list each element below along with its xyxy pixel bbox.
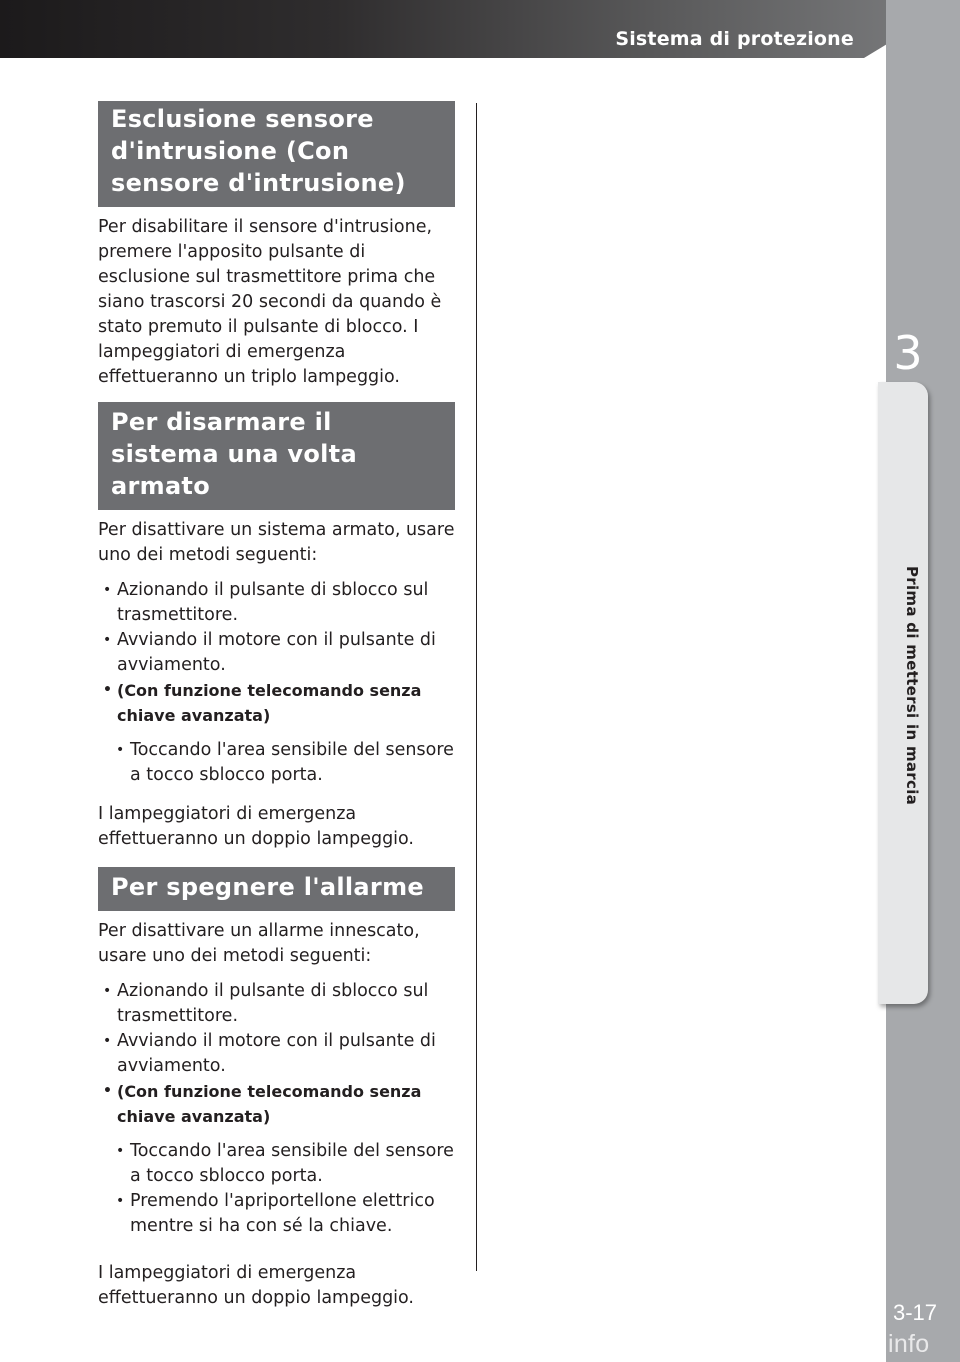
list-item: • Premendo l'apriportellone elettrico mentre si ha con sé la chiave. bbox=[98, 1189, 455, 1239]
list-item: • (Con funzione telecomando senza chiave avanzata) bbox=[98, 1079, 455, 1129]
stop-alarm-methods-list bbox=[98, 979, 455, 1129]
main-column bbox=[98, 101, 455, 1311]
section-disarm-outro: I lampeggiatori di emergenza effettueranno un doppio lampeggio. bbox=[98, 804, 414, 849]
section-heading-sensor-exclusion: Esclusione sensore d'intrusione (Con sensore d'intrusione) bbox=[98, 101, 455, 207]
section-heading-disarm: Per disarmare il sistema una volta armato bbox=[98, 402, 455, 510]
stop-alarm-sub-list bbox=[98, 1139, 455, 1239]
page-number: 3-17 bbox=[893, 1300, 938, 1325]
list-item: • Azionando il pulsante di sblocco sul trasmettitore. bbox=[98, 979, 455, 1029]
list-item: • (Con funzione telecomando senza chiave avanzata) bbox=[98, 678, 455, 728]
chapter-number: 3 bbox=[893, 326, 923, 380]
disarm-sub-list bbox=[98, 738, 455, 788]
section-disarm-intro: Per disattivare un sistema armato, usare uno dei metodi seguenti: bbox=[98, 520, 455, 565]
section-heading-stop-alarm: Per spegnere l'allarme bbox=[98, 867, 455, 911]
list-item: • Avviando il motore con il pulsante di avviamento. bbox=[98, 1029, 455, 1079]
chapter-title: Prima di mettersi in marcia bbox=[903, 566, 921, 806]
section-stop-alarm-intro: Per disattivare un allarme innescato, usare uno dei metodi seguenti: bbox=[98, 921, 420, 966]
list-item: • Azionando il pulsante di sblocco sul trasmettitore. bbox=[98, 578, 455, 628]
watermark: carmanualsonline.info bbox=[680, 1330, 930, 1358]
section-stop-alarm-outro: I lampeggiatori di emergenza effettueranno un doppio lampeggio. bbox=[98, 1263, 414, 1308]
disarm-methods-list bbox=[98, 578, 455, 728]
column-divider bbox=[476, 103, 477, 1271]
list-item: • Toccando l'area sensibile del sensore a tocco sblocco porta. bbox=[98, 1139, 455, 1189]
section-sensor-exclusion-text: Per disabilitare il sensore d'intrusione, premere l'apposito pulsante di esclusione sul trasmettitore prima che siano trascorsi 20 secondi da quando è stato premuto il pulsante di blocco. I lampeggiatori di emergenza effettueranno un triplo lampeggio. bbox=[98, 217, 442, 387]
list-item: • Avviando il motore con il pulsante di avviamento. bbox=[98, 628, 455, 678]
list-item: • Toccando l'area sensibile del sensore a tocco sblocco porta. bbox=[98, 738, 455, 788]
running-header-title: Sistema di protezione bbox=[615, 28, 854, 50]
